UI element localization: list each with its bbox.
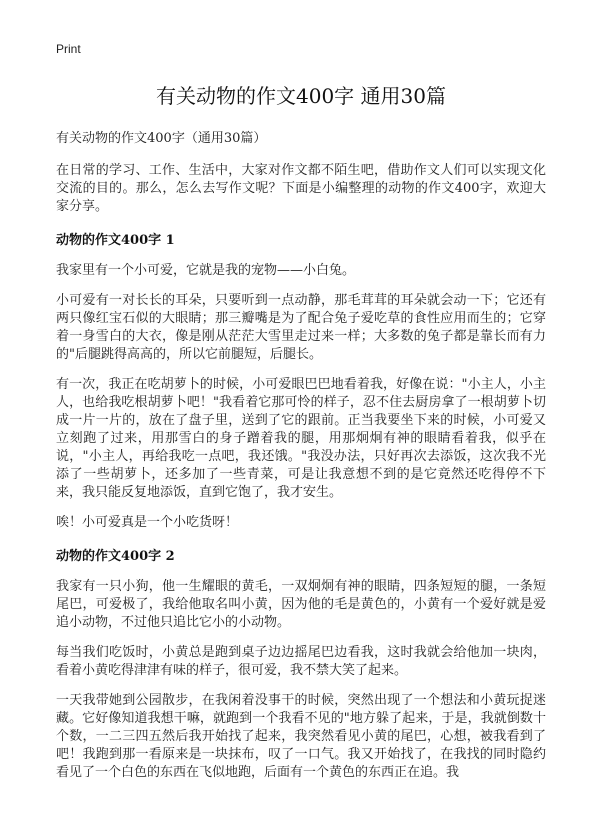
- section-2-paragraph-1: 我家有一只小狗，他一生耀眼的黄毛，一双炯炯有神的眼睛，四条短短的腿，一条短尾巴，可爱极了，我给他取名叫小黄，因为他的毛是黄色的，小黄有一个爱好就是爱追小动物，不过他只追比它小的小动物。: [56, 579, 546, 630]
- section-1-paragraph-4: 唉！小可爱真是一个小吃货呀！: [56, 515, 239, 530]
- document-subtitle: 有关动物的作文400字（通用30篇）: [56, 131, 267, 146]
- section-1-paragraph-2: 小可爱有一对长长的耳朵，只要听到一点动静，那毛茸茸的耳朵就会动一下；它还有两只像红宝石似的大眼睛；那三瓣嘴是为了配合兔子爱吃草的食性应用而生的；它穿着一身雪白的大衣，像是刚从茫茫大雪里走过来一样；大多数的兔子都是靠长而有力的"后腿跳得高高的，所以它前腿短，后腿长。: [56, 293, 546, 362]
- section-1-paragraph-3: 有一次，我正在吃胡萝卜的时候，小可爱眼巴巴地看着我，好像在说："小主人，小主人，也给我吃根胡萝卜吧！"我看着它那可怜的样子，忍不住去厨房拿了一根胡萝卜切成一片一片的，放在了盘子里，送到了它的跟前。正当我要坐下来的时候，小可爱又立刻跑了过来，用那雪白的身子蹭着我的腿，用那炯炯有神的眼睛看着我，似乎在说，"小主人，再给我吃一点吧，我还饿。"我没办法，只好再次去添饭，这次我不光添了一些胡萝卜，还多加了一些青菜，可是让我意想不到的是它竟然还吃得停不下来，我只能反复地添饭，直到它饱了，我才安生。: [56, 377, 546, 500]
- section-2-paragraph-2: 每当我们吃饭时，小黄总是跑到桌子边边摇尾巴边看我，这时我就会给他加一块肉，看着小黄吃得津津有味的样子，很可爱，我不禁大笑了起来。: [56, 645, 546, 678]
- document-title: 有关动物的作文400字 通用30篇: [156, 84, 446, 108]
- section-heading-2: 动物的作文400字 2: [56, 549, 175, 564]
- section-heading-1: 动物的作文400字 1: [56, 233, 175, 248]
- section-2-paragraph-3: 一天我带她到公园散步，在我闲着没事干的时候，突然出现了一个想法和小黄玩捉迷藏。它好像知道我想干嘛，就跑到一个我看不见的"地方躲了起来，于是，我就倒数十个数，一二三四五然后我开始找了起来，我突然看见小黄的尾巴，心想，被我看到了吧！我跑到那一看原来是一块抹布，叹了一口气。我又开始找了，在我找的同时隐约看见了一个白色的东西在飞似地跑，后面有一个黄色的东西正在追。我: [56, 693, 546, 780]
- print-link[interactable]: Print: [56, 42, 81, 56]
- section-1-paragraph-1: 我家里有一个小可爱，它就是我的宠物——小白兔。: [56, 263, 356, 278]
- intro-paragraph: 在日常的学习、工作、生活中，大家对作文都不陌生吧，借助作文人们可以实现文化交流的目的。那么，怎么去写作文呢？下面是小编整理的动物的作文400字，欢迎大家分享。: [56, 163, 546, 214]
